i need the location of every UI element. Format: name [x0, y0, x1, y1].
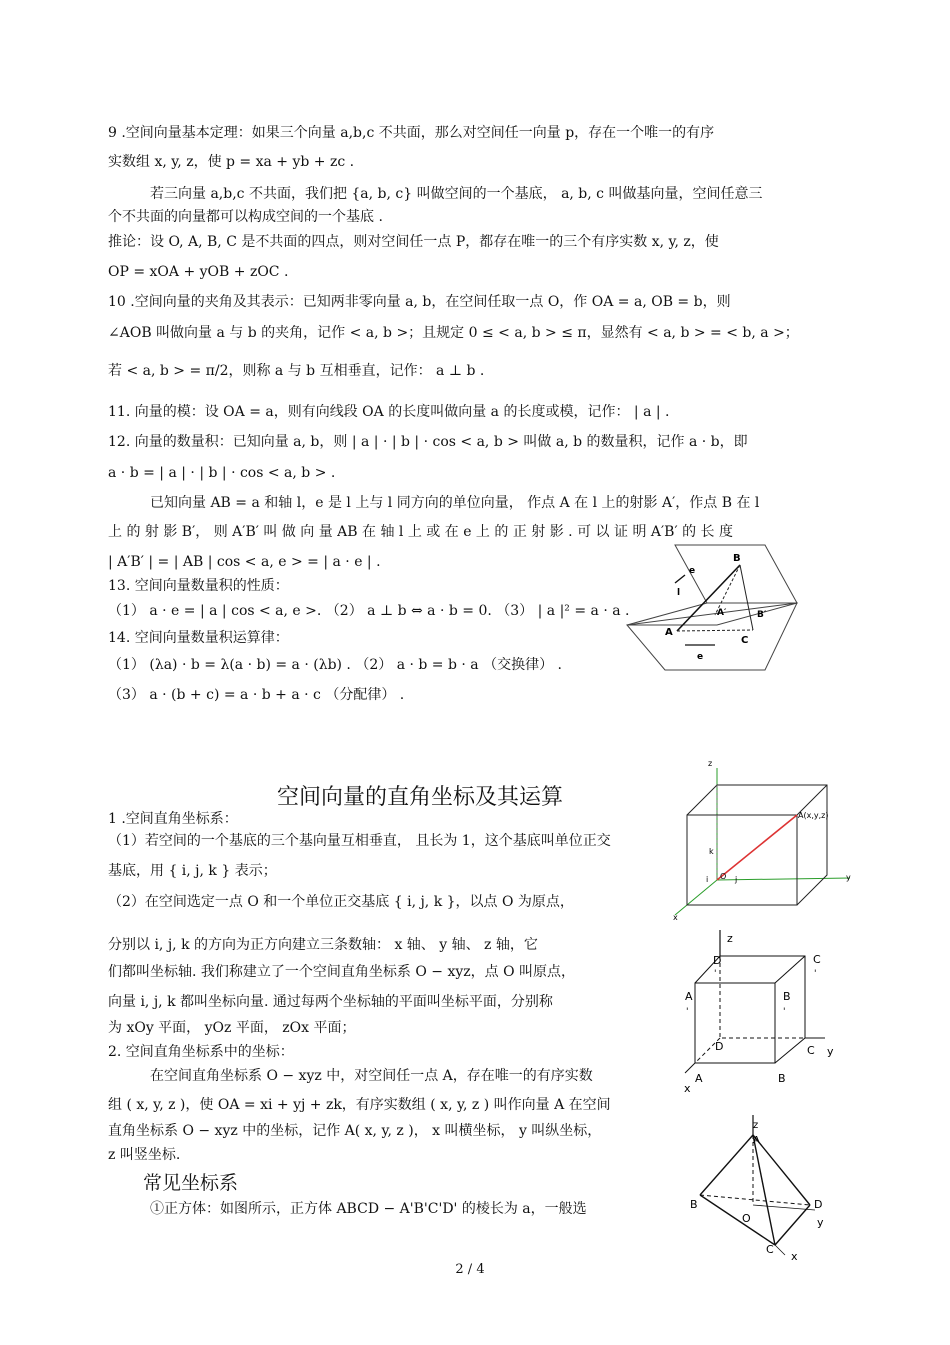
- coordinate-box-figure: [670, 760, 855, 920]
- fig-label: C: [741, 635, 749, 646]
- text-line: 基底，用 { i, j, k } 表示；: [108, 863, 277, 879]
- fig-label: A: [695, 1072, 703, 1085]
- text-line: 组 ( x, y, z )，使 OA = xi + yj + zk，有序实数组 ( x, y, z ) 叫作向量 A 在空间: [108, 1097, 611, 1113]
- text-line: 2. 空间直角坐标系中的坐标：: [108, 1044, 294, 1060]
- cube-figure: [680, 928, 845, 1098]
- text-line: ①正方体：如图所示，正方体 ABCD − A'B'C'D' 的棱长为 a，一般选: [150, 1201, 587, 1217]
- text-line: 10 .空间向量的夹角及其表示：已知两非零向量 a, b，在空间任取一点 O，作 OA = a, OB = b，则: [108, 294, 731, 310]
- fig-label: y: [817, 1216, 824, 1229]
- fig-label: C: [807, 1044, 815, 1057]
- fig-label: A: [685, 990, 693, 1003]
- text-line: 个不共面的向量都可以构成空间的一个基底 .: [108, 209, 383, 225]
- fig-label: i: [706, 875, 709, 884]
- section-title: 空间向量的直角坐标及其运算: [276, 785, 563, 810]
- fig-label: ': [714, 969, 717, 979]
- fig-label: B: [733, 553, 741, 564]
- fig-label: B: [690, 1198, 698, 1211]
- text-line: （1）若空间的一个基底的三个基向量互相垂直， 且长为 1，这个基底叫单位正交: [108, 833, 611, 849]
- fig-label: l: [677, 588, 681, 598]
- fig-label: z: [708, 759, 713, 768]
- fig-label: x: [791, 1250, 798, 1263]
- text-line: （2）在空间选定一点 O 和一个单位正交基底 { i, j, k }，以点 O 为原点，: [108, 894, 574, 910]
- fig-label: j: [735, 875, 738, 884]
- text-line: 若 < a, b > = π/2，则称 a 与 b 互相垂直，记作： a ⊥ b .: [108, 363, 485, 379]
- fig-label: z: [727, 932, 733, 945]
- text-line: | A′B′ | = | AB | cos < a, e > = | a · e | .: [108, 554, 381, 570]
- text-line: 1 .空间直角坐标系：: [108, 811, 238, 827]
- text-line: 实数组 x, y, z，使 p = xa + yb + zc .: [108, 154, 355, 170]
- text-line: a · b = | a | · | b | · cos < a, b > .: [108, 465, 336, 481]
- text-line: 12. 向量的数量积：已知向量 a, b，则 | a | · | b | · cos < a, b > 叫做 a, b 的数量积，记作 a · b，即: [108, 434, 748, 450]
- fig-label: A: [753, 1135, 760, 1146]
- text-line: 分别以 i, j, k 的方向为正方向建立三条数轴： x 轴、 y 轴、 z 轴，它: [108, 937, 538, 953]
- fig-label: z: [753, 1120, 759, 1131]
- text-line: 上 的 射 影 B′， 则 A′B′ 叫 做 向 量 AB 在 轴 l 上 或 在 e 上 的 正 射 影 . 可 以 证 明 A′B′ 的 长 度: [108, 524, 733, 540]
- fig-label: k: [709, 847, 714, 856]
- fig-label: e: [689, 566, 696, 576]
- text-line: z 叫竖坐标.: [108, 1147, 181, 1163]
- fig-label: C: [813, 953, 821, 966]
- fig-label: ': [783, 1007, 786, 1017]
- text-line: 若三向量 a,b,c 不共面，我们把 {a, b, c} 叫做空间的一个基底， a, b, c 叫做基向量，空间任意三: [150, 186, 763, 202]
- fig-label: D: [713, 954, 722, 967]
- text-line: 推论：设 O, A, B, C 是不共面的四点，则对空间任一点 P，都存在唯一的三个有序实数 x, y, z，使: [108, 234, 719, 250]
- text-line: 11. 向量的模：设 OA = a，则有向线段 OA 的长度叫做向量 a 的长度或模，记作： | a | .: [108, 404, 670, 420]
- fig-label: B′: [757, 610, 767, 620]
- text-line: （1） a · e = | a | cos < a, e >. （2） a ⊥ b ⇔ a · b = 0. （3） | a |² = a · a .: [108, 603, 630, 619]
- projection-figure: [625, 545, 800, 680]
- text-line: 们都叫坐标轴. 我们称建立了一个空间直角坐标系 O − xyz，点 O 叫原点，: [108, 964, 576, 980]
- tetrahedron-figure: [685, 1110, 835, 1263]
- fig-label: y: [846, 873, 851, 882]
- text-line: 直角坐标系 O − xyz 中的坐标，记作 A( x, y, z )， x 叫横坐标， y 叫纵坐标，: [108, 1123, 602, 1139]
- fig-label: O: [720, 872, 727, 881]
- text-line: 向量 i, j, k 都叫坐标向量. 通过每两个坐标轴的平面叫坐标平面，分别称: [108, 994, 553, 1010]
- fig-label: C: [766, 1243, 774, 1256]
- fig-label: ': [686, 1007, 689, 1017]
- text-line: 为 xOy 平面， yOz 平面， zOx 平面；: [108, 1020, 356, 1036]
- fig-label: O: [742, 1212, 751, 1225]
- page-number: 2 / 4: [455, 1262, 485, 1277]
- text-line: 14. 空间向量数量积运算律：: [108, 630, 289, 646]
- fig-label: D: [814, 1198, 823, 1211]
- fig-label: D: [715, 1040, 724, 1053]
- fig-label: x: [673, 913, 678, 922]
- text-line: 已知向量 AB = a 和轴 l，e 是 l 上与 l 同方向的单位向量， 作点 A 在 l 上的射影 A′，作点 B 在 l: [150, 495, 760, 511]
- subsection-title: 常见坐标系: [143, 1172, 239, 1194]
- fig-label: x: [684, 1082, 691, 1095]
- fig-label: B: [778, 1072, 786, 1085]
- text-line: ∠AOB 叫做向量 a 与 b 的夹角，记作 < a, b >；且规定 0 ≤ < a, b > ≤ π，显然有 < a, b > = < b, a >；: [108, 325, 799, 341]
- fig-label: A′: [717, 608, 727, 618]
- fig-label: B: [783, 990, 791, 1003]
- text-line: 在空间直角坐标系 O − xyz 中，对空间任一点 A，存在唯一的有序实数: [150, 1068, 593, 1084]
- text-line: OP = xOA + yOB + zOC .: [108, 264, 289, 280]
- fig-label: A(x,y,z): [798, 811, 829, 820]
- fig-label: A: [665, 627, 673, 638]
- fig-label: y: [827, 1045, 834, 1058]
- fig-label: ': [814, 969, 817, 979]
- text-line: 13. 空间向量数量积的性质：: [108, 578, 289, 594]
- text-line: （1） (λa) · b = λ(a · b) = a · (λb) . （2） a · b = b · a （交换律） .: [108, 657, 562, 673]
- text-line: 9 .空间向量基本定理：如果三个向量 a,b,c 不共面，那么对空间任一向量 p，存在一个唯一的有序: [108, 125, 715, 141]
- fig-label: e: [697, 652, 704, 662]
- text-line: （3） a · (b + c) = a · b + a · c （分配律） .: [108, 687, 405, 703]
